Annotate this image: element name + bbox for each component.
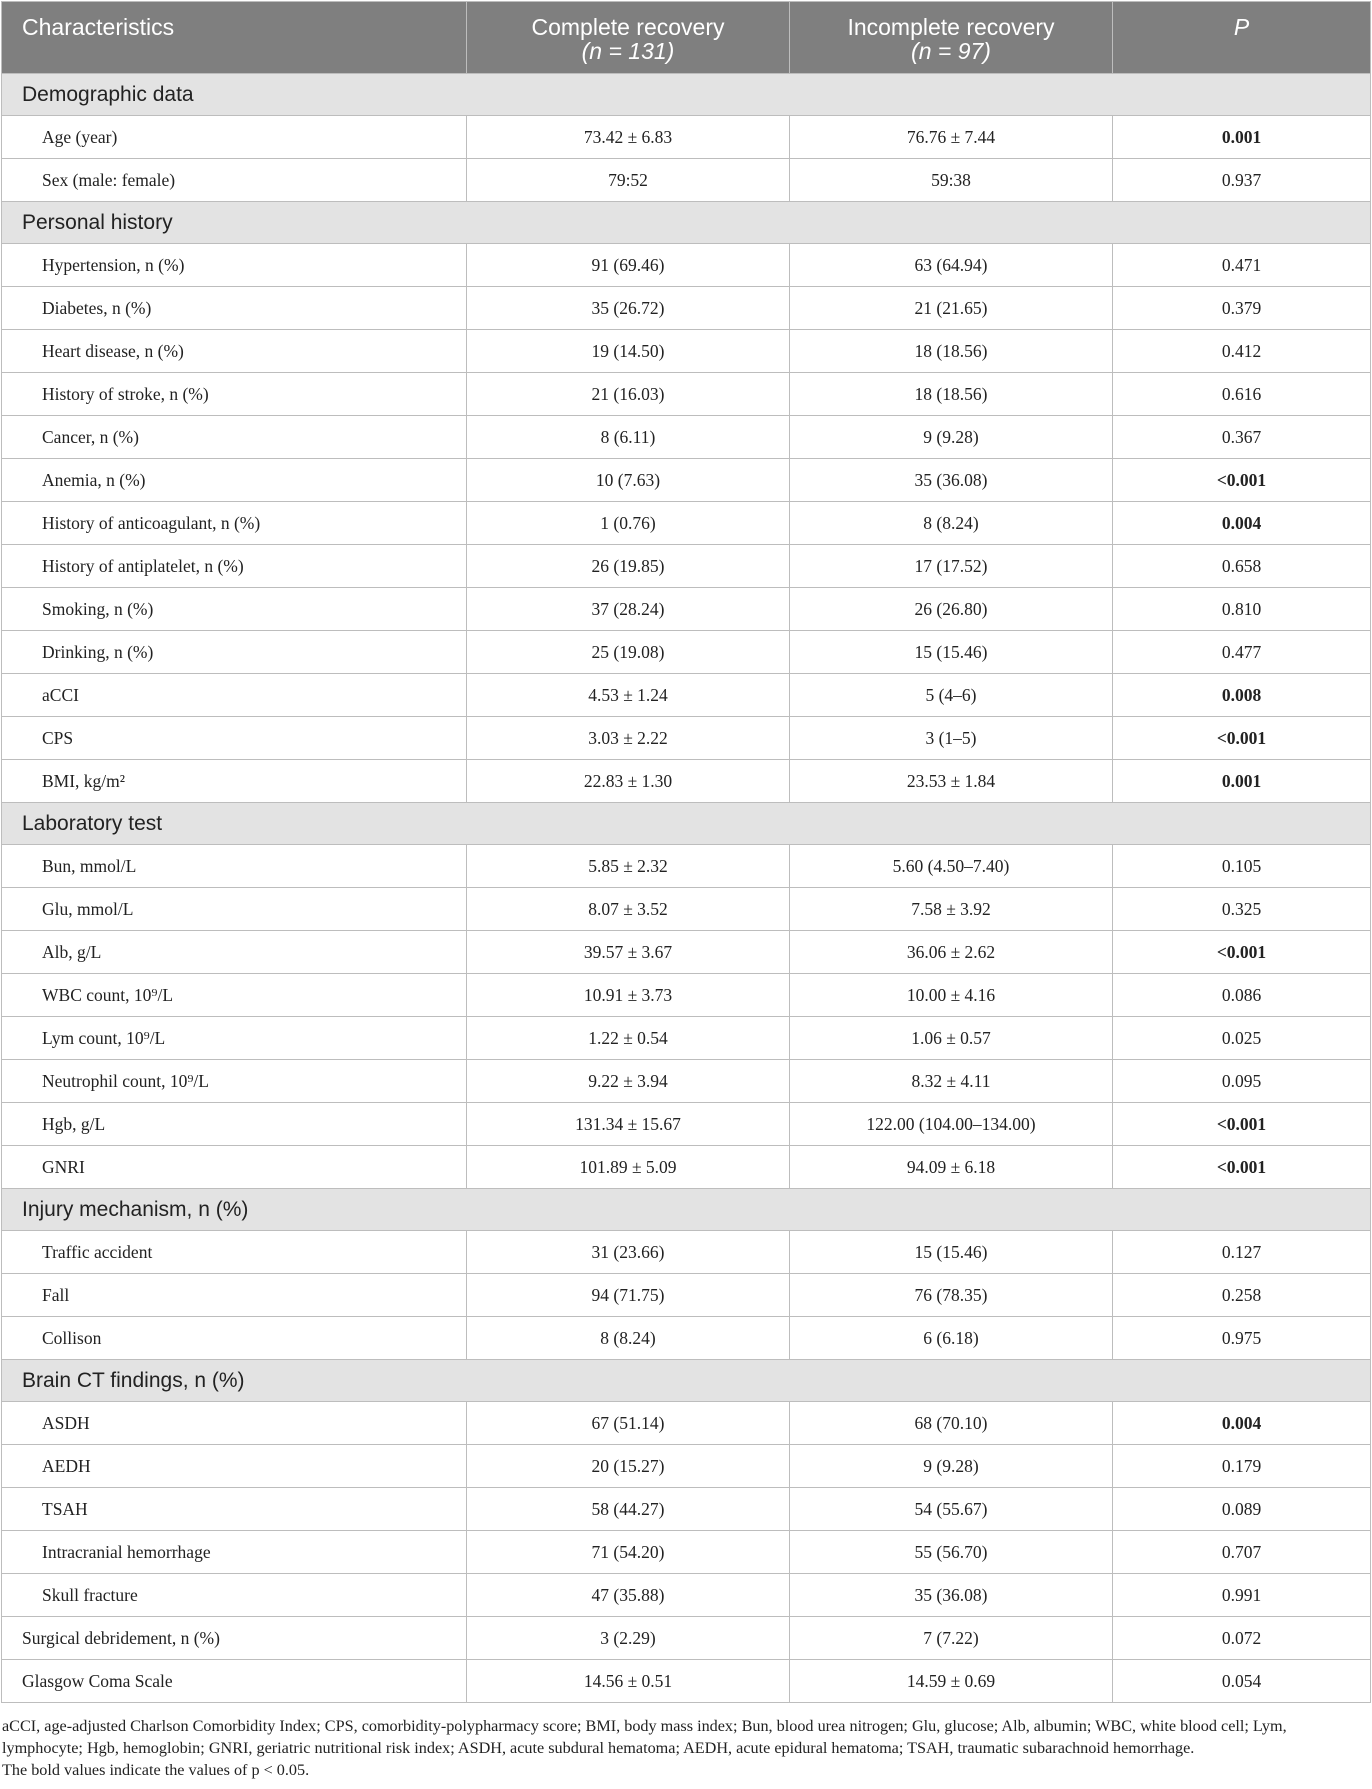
complete-recovery-value: 5.85 ± 2.32 bbox=[467, 845, 790, 888]
complete-recovery-value: 79:52 bbox=[467, 159, 790, 202]
row-label: WBC count, 10⁹/L bbox=[2, 974, 467, 1017]
p-value: 0.105 bbox=[1113, 845, 1371, 888]
row-label: Hgb, g/L bbox=[2, 1103, 467, 1146]
row-label: Lym count, 10⁹/L bbox=[2, 1017, 467, 1060]
row-label: Intracranial hemorrhage bbox=[2, 1531, 467, 1574]
table-row bbox=[2, 1317, 1371, 1360]
incomplete-recovery-value: 26 (26.80) bbox=[790, 588, 1113, 631]
row-label: Collison bbox=[2, 1317, 467, 1360]
complete-recovery-value: 26 (19.85) bbox=[467, 545, 790, 588]
table-row bbox=[2, 373, 1371, 416]
table-row bbox=[2, 244, 1371, 287]
complete-recovery-value: 8.07 ± 3.52 bbox=[467, 888, 790, 931]
complete-recovery-value: 67 (51.14) bbox=[467, 1402, 790, 1445]
p-value: 0.367 bbox=[1113, 416, 1371, 459]
incomplete-recovery-value: 7 (7.22) bbox=[790, 1617, 1113, 1660]
complete-recovery-value: 94 (71.75) bbox=[467, 1274, 790, 1317]
table-row bbox=[2, 159, 1371, 202]
complete-recovery-value: 25 (19.08) bbox=[467, 631, 790, 674]
complete-recovery-value: 37 (28.24) bbox=[467, 588, 790, 631]
p-value: 0.616 bbox=[1113, 373, 1371, 416]
complete-recovery-value: 19 (14.50) bbox=[467, 330, 790, 373]
complete-recovery-value: 47 (35.88) bbox=[467, 1574, 790, 1617]
table-row bbox=[2, 545, 1371, 588]
p-value: 0.991 bbox=[1113, 1574, 1371, 1617]
table-row bbox=[2, 1660, 1371, 1703]
row-label: Heart disease, n (%) bbox=[2, 330, 467, 373]
table-row bbox=[2, 631, 1371, 674]
p-value: 0.054 bbox=[1113, 1660, 1371, 1703]
section-header-row bbox=[2, 1189, 1371, 1231]
incomplete-recovery-value: 68 (70.10) bbox=[790, 1402, 1113, 1445]
incomplete-recovery-value: 54 (55.67) bbox=[790, 1488, 1113, 1531]
row-label: Hypertension, n (%) bbox=[2, 244, 467, 287]
complete-recovery-value: 10.91 ± 3.73 bbox=[467, 974, 790, 1017]
complete-recovery-value: 35 (26.72) bbox=[467, 287, 790, 330]
p-value: <0.001 bbox=[1113, 1146, 1371, 1189]
row-label: AEDH bbox=[2, 1445, 467, 1488]
p-value: 0.258 bbox=[1113, 1274, 1371, 1317]
incomplete-recovery-value: 63 (64.94) bbox=[790, 244, 1113, 287]
complete-recovery-value: 71 (54.20) bbox=[467, 1531, 790, 1574]
p-value: 0.412 bbox=[1113, 330, 1371, 373]
incomplete-recovery-value: 36.06 ± 2.62 bbox=[790, 931, 1113, 974]
table-row bbox=[2, 502, 1371, 545]
table-row bbox=[2, 1445, 1371, 1488]
p-value: 0.095 bbox=[1113, 1060, 1371, 1103]
row-label: Glu, mmol/L bbox=[2, 888, 467, 931]
complete-recovery-value: 1 (0.76) bbox=[467, 502, 790, 545]
incomplete-recovery-value: 94.09 ± 6.18 bbox=[790, 1146, 1113, 1189]
p-value: 0.086 bbox=[1113, 974, 1371, 1017]
complete-recovery-value: 39.57 ± 3.67 bbox=[467, 931, 790, 974]
section-title: Laboratory test bbox=[2, 803, 1371, 845]
table-row bbox=[2, 1103, 1371, 1146]
row-label: Bun, mmol/L bbox=[2, 845, 467, 888]
table-row bbox=[2, 116, 1371, 159]
header-incomplete-recovery bbox=[790, 2, 1113, 74]
p-value: 0.471 bbox=[1113, 244, 1371, 287]
row-label: Neutrophil count, 10⁹/L bbox=[2, 1060, 467, 1103]
p-value: 0.658 bbox=[1113, 545, 1371, 588]
section-title: Injury mechanism, n (%) bbox=[2, 1189, 1371, 1231]
row-label: Fall bbox=[2, 1274, 467, 1317]
p-value: 0.004 bbox=[1113, 502, 1371, 545]
incomplete-recovery-value: 6 (6.18) bbox=[790, 1317, 1113, 1360]
header-characteristics: Characteristics bbox=[2, 2, 467, 74]
row-label: Traffic accident bbox=[2, 1231, 467, 1274]
p-value: 0.008 bbox=[1113, 674, 1371, 717]
incomplete-recovery-value: 9 (9.28) bbox=[790, 1445, 1113, 1488]
table-row bbox=[2, 888, 1371, 931]
complete-recovery-value: 31 (23.66) bbox=[467, 1231, 790, 1274]
incomplete-recovery-value: 5 (4–6) bbox=[790, 674, 1113, 717]
results-table-container bbox=[1, 1, 1370, 1703]
table-row bbox=[2, 588, 1371, 631]
header-complete-label: Complete recovery bbox=[531, 14, 725, 40]
table-row bbox=[2, 1488, 1371, 1531]
row-label: TSAH bbox=[2, 1488, 467, 1531]
incomplete-recovery-value: 35 (36.08) bbox=[790, 1574, 1113, 1617]
table-row bbox=[2, 760, 1371, 803]
row-label: Smoking, n (%) bbox=[2, 588, 467, 631]
p-value: 0.004 bbox=[1113, 1402, 1371, 1445]
complete-recovery-value: 131.34 ± 15.67 bbox=[467, 1103, 790, 1146]
incomplete-recovery-value: 59:38 bbox=[790, 159, 1113, 202]
p-value: 0.325 bbox=[1113, 888, 1371, 931]
table-row bbox=[2, 974, 1371, 1017]
p-value: 0.089 bbox=[1113, 1488, 1371, 1531]
incomplete-recovery-value: 15 (15.46) bbox=[790, 631, 1113, 674]
footnote-abbreviations: aCCI, age-adjusted Charlson Comorbidity Index; CPS, comorbidity-polypharmacy score; BMI, body mass index; Bun, blood urea nitrogen; Glu, glucose; Alb, albumin; WBC, white blood cell; Lym, lymphocyte; Hgb, hemoglobin; GNRI, geriatric nutritional risk index; ASDH, acute subdural hematoma; AEDH, acute epidural hematoma; TSAH, traumatic subarachnoid hemorrhage. bbox=[2, 1717, 1287, 1757]
table-row bbox=[2, 1274, 1371, 1317]
incomplete-recovery-value: 5.60 (4.50–7.40) bbox=[790, 845, 1113, 888]
row-label: History of stroke, n (%) bbox=[2, 373, 467, 416]
table-row bbox=[2, 845, 1371, 888]
complete-recovery-value: 4.53 ± 1.24 bbox=[467, 674, 790, 717]
row-label: ASDH bbox=[2, 1402, 467, 1445]
incomplete-recovery-value: 18 (18.56) bbox=[790, 330, 1113, 373]
footnote-bold-note: The bold values indicate the values of p < 0.05. bbox=[2, 1761, 310, 1779]
section-header-row bbox=[2, 803, 1371, 845]
table-row bbox=[2, 459, 1371, 502]
complete-recovery-value: 1.22 ± 0.54 bbox=[467, 1017, 790, 1060]
incomplete-recovery-value: 8 (8.24) bbox=[790, 502, 1113, 545]
incomplete-recovery-value: 122.00 (104.00–134.00) bbox=[790, 1103, 1113, 1146]
characteristics-table bbox=[1, 1, 1371, 1703]
p-value: 0.707 bbox=[1113, 1531, 1371, 1574]
table-row bbox=[2, 674, 1371, 717]
incomplete-recovery-value: 76 (78.35) bbox=[790, 1274, 1113, 1317]
p-value: 0.025 bbox=[1113, 1017, 1371, 1060]
incomplete-recovery-value: 18 (18.56) bbox=[790, 373, 1113, 416]
row-label: Cancer, n (%) bbox=[2, 416, 467, 459]
complete-recovery-value: 3 (2.29) bbox=[467, 1617, 790, 1660]
p-value: 0.127 bbox=[1113, 1231, 1371, 1274]
incomplete-recovery-value: 35 (36.08) bbox=[790, 459, 1113, 502]
complete-recovery-value: 8 (8.24) bbox=[467, 1317, 790, 1360]
table-row bbox=[2, 717, 1371, 760]
incomplete-recovery-value: 9 (9.28) bbox=[790, 416, 1113, 459]
complete-recovery-value: 58 (44.27) bbox=[467, 1488, 790, 1531]
p-value: 0.001 bbox=[1113, 760, 1371, 803]
table-row bbox=[2, 931, 1371, 974]
incomplete-recovery-value: 23.53 ± 1.84 bbox=[790, 760, 1113, 803]
row-label: Drinking, n (%) bbox=[2, 631, 467, 674]
row-label: Alb, g/L bbox=[2, 931, 467, 974]
complete-recovery-value: 73.42 ± 6.83 bbox=[467, 116, 790, 159]
table-row bbox=[2, 1574, 1371, 1617]
complete-recovery-value: 8 (6.11) bbox=[467, 416, 790, 459]
row-label: Glasgow Coma Scale bbox=[2, 1660, 467, 1703]
table-row bbox=[2, 1231, 1371, 1274]
p-value: <0.001 bbox=[1113, 931, 1371, 974]
complete-recovery-value: 14.56 ± 0.51 bbox=[467, 1660, 790, 1703]
table-row bbox=[2, 1402, 1371, 1445]
complete-recovery-value: 101.89 ± 5.09 bbox=[467, 1146, 790, 1189]
incomplete-recovery-value: 76.76 ± 7.44 bbox=[790, 116, 1113, 159]
table-row bbox=[2, 1060, 1371, 1103]
row-label: Age (year) bbox=[2, 116, 467, 159]
section-header-row bbox=[2, 1360, 1371, 1402]
p-value: 0.477 bbox=[1113, 631, 1371, 674]
section-header-row bbox=[2, 74, 1371, 116]
row-label: GNRI bbox=[2, 1146, 467, 1189]
p-value: <0.001 bbox=[1113, 717, 1371, 760]
p-value: 0.072 bbox=[1113, 1617, 1371, 1660]
incomplete-recovery-value: 10.00 ± 4.16 bbox=[790, 974, 1113, 1017]
table-row bbox=[2, 1146, 1371, 1189]
row-label: aCCI bbox=[2, 674, 467, 717]
table-row bbox=[2, 1617, 1371, 1660]
complete-recovery-value: 22.83 ± 1.30 bbox=[467, 760, 790, 803]
complete-recovery-value: 91 (69.46) bbox=[467, 244, 790, 287]
p-value: <0.001 bbox=[1113, 1103, 1371, 1146]
row-label: Sex (male: female) bbox=[2, 159, 467, 202]
p-value: 0.810 bbox=[1113, 588, 1371, 631]
incomplete-recovery-value: 14.59 ± 0.69 bbox=[790, 1660, 1113, 1703]
incomplete-recovery-value: 3 (1–5) bbox=[790, 717, 1113, 760]
complete-recovery-value: 21 (16.03) bbox=[467, 373, 790, 416]
header-p-value: P bbox=[1113, 2, 1371, 74]
section-title: Demographic data bbox=[2, 74, 1371, 116]
p-value: 0.001 bbox=[1113, 116, 1371, 159]
row-label: CPS bbox=[2, 717, 467, 760]
table-row bbox=[2, 287, 1371, 330]
header-complete-recovery bbox=[467, 2, 790, 74]
table-body bbox=[2, 74, 1371, 1703]
complete-recovery-value: 9.22 ± 3.94 bbox=[467, 1060, 790, 1103]
section-title: Brain CT findings, n (%) bbox=[2, 1360, 1371, 1402]
row-label: Surgical debridement, n (%) bbox=[2, 1617, 467, 1660]
p-value: <0.001 bbox=[1113, 459, 1371, 502]
section-header-row bbox=[2, 202, 1371, 244]
incomplete-recovery-value: 17 (17.52) bbox=[790, 545, 1113, 588]
complete-recovery-value: 10 (7.63) bbox=[467, 459, 790, 502]
table-row bbox=[2, 1531, 1371, 1574]
row-label: Skull fracture bbox=[2, 1574, 467, 1617]
incomplete-recovery-value: 55 (56.70) bbox=[790, 1531, 1113, 1574]
header-complete-n: (n = 131) bbox=[581, 38, 675, 64]
incomplete-recovery-value: 8.32 ± 4.11 bbox=[790, 1060, 1113, 1103]
complete-recovery-value: 20 (15.27) bbox=[467, 1445, 790, 1488]
p-value: 0.937 bbox=[1113, 159, 1371, 202]
row-label: BMI, kg/m² bbox=[2, 760, 467, 803]
incomplete-recovery-value: 21 (21.65) bbox=[790, 287, 1113, 330]
header-incomplete-n: (n = 97) bbox=[911, 38, 991, 64]
row-label: Diabetes, n (%) bbox=[2, 287, 467, 330]
p-value: 0.179 bbox=[1113, 1445, 1371, 1488]
table-footnote bbox=[2, 1715, 1370, 1781]
p-value: 0.975 bbox=[1113, 1317, 1371, 1360]
row-label: History of antiplatelet, n (%) bbox=[2, 545, 467, 588]
header-incomplete-label: Incomplete recovery bbox=[847, 14, 1055, 40]
section-title: Personal history bbox=[2, 202, 1371, 244]
table-row bbox=[2, 330, 1371, 373]
incomplete-recovery-value: 7.58 ± 3.92 bbox=[790, 888, 1113, 931]
p-value: 0.379 bbox=[1113, 287, 1371, 330]
table-row bbox=[2, 1017, 1371, 1060]
row-label: Anemia, n (%) bbox=[2, 459, 467, 502]
table-row bbox=[2, 416, 1371, 459]
row-label: History of anticoagulant, n (%) bbox=[2, 502, 467, 545]
complete-recovery-value: 3.03 ± 2.22 bbox=[467, 717, 790, 760]
header-row bbox=[2, 2, 1371, 74]
incomplete-recovery-value: 1.06 ± 0.57 bbox=[790, 1017, 1113, 1060]
incomplete-recovery-value: 15 (15.46) bbox=[790, 1231, 1113, 1274]
